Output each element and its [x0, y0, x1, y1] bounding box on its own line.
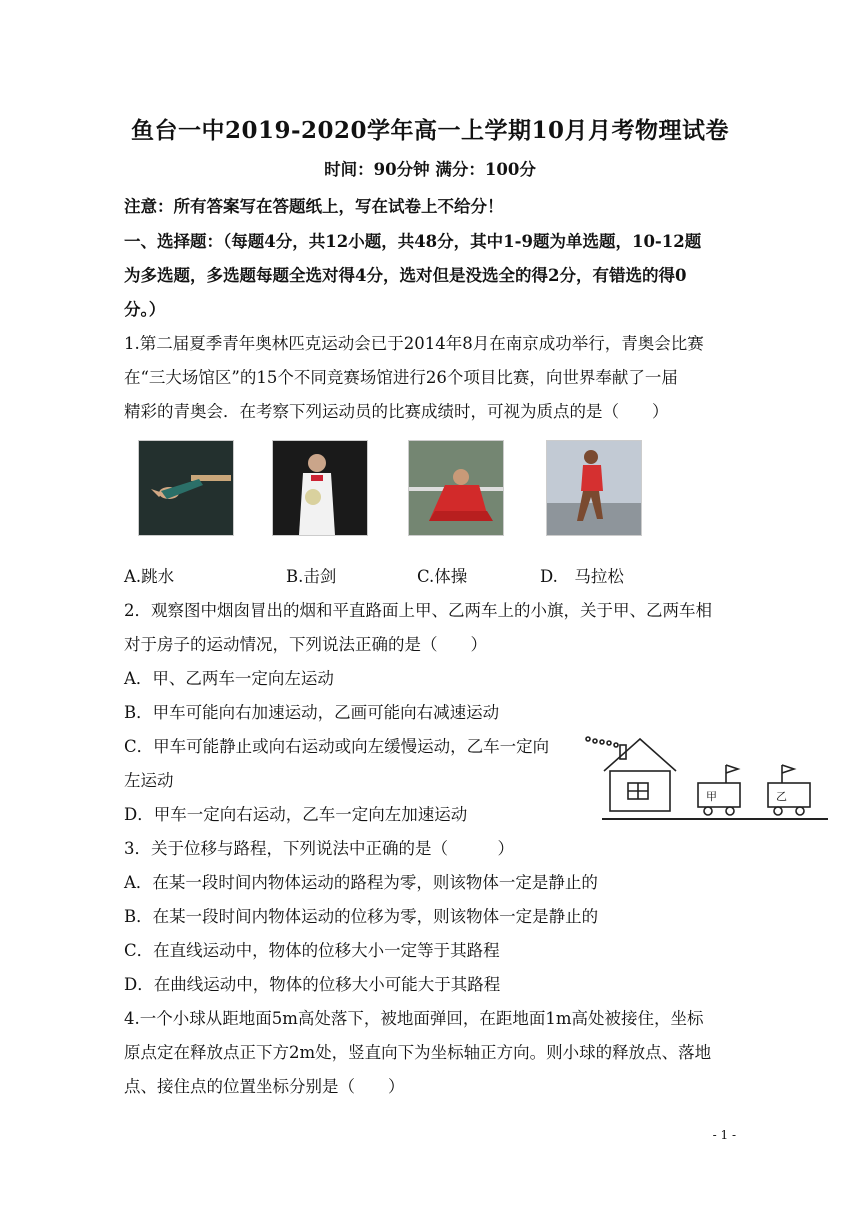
section1-line-1: 一、选择题：（每题4分，共12小题，共48分，其中1-9题为单选题，10-12题: [124, 232, 702, 251]
exam-subtitle: 时间：90分钟 满分：100分: [324, 160, 536, 179]
q2-option-c-cont: 左运动: [124, 771, 174, 790]
q1-option-d: D. 马拉松: [540, 567, 624, 586]
q3-option-c: C．在直线运动中，物体的位移大小一定等于其路程: [124, 941, 500, 960]
gymnastics-photo: [408, 440, 504, 536]
page-number: - 1 -: [712, 1128, 736, 1142]
fencing-photo: [272, 440, 368, 536]
notice: 注意：所有答案写在答题纸上，写在试卷上不给分！: [124, 197, 504, 216]
q2-option-b: B．甲车可能向右加速运动，乙画可能向右减速运动: [124, 703, 500, 722]
house-cars-figure: [582, 725, 832, 825]
q4-line-2: 原点定在释放点正下方2m处，竖直向下为坐标轴正方向。则小球的释放点、落地: [124, 1043, 712, 1062]
q3-line-1: 3．关于位移与路程，下列说法中正确的是（ ）: [124, 839, 514, 858]
q3-option-b: B．在某一段时间内物体运动的位移为零，则该物体一定是静止的: [124, 907, 599, 926]
q1-option-c: C.体操: [417, 567, 468, 586]
section1-line-3: 分。）: [124, 300, 166, 319]
car2-label: 乙: [776, 790, 787, 803]
q2-option-a: A．甲、乙两车一定向左运动: [124, 669, 334, 688]
q2-line-1: 2．观察图中烟囱冒出的烟和平直路面上甲、乙两车上的小旗，关于甲、乙两车相: [124, 601, 712, 620]
q1-line-1: 1.第二届夏季青年奥林匹克运动会已于2014年8月在南京成功举行，青奥会比赛: [124, 334, 704, 353]
q2-line-2: 对于房子的运动情况，下列说法正确的是（ ）: [124, 635, 487, 654]
q1-option-b: B.击剑: [286, 567, 337, 586]
q4-line-1: 4.一个小球从距地面5m高处落下，被地面弹回，在距地面1m高处被接住，坐标: [124, 1009, 704, 1028]
marathon-photo: [546, 440, 642, 536]
q2-option-d: D．甲车一定向右运动，乙车一定向左加速运动: [124, 805, 468, 824]
section1-line-2: 为多选题，多选题每题全选对得4分，选对但是没选全的得2分，有错选的得0: [124, 266, 687, 285]
q3-option-a: A．在某一段时间内物体运动的路程为零，则该物体一定是静止的: [124, 873, 598, 892]
car1-label: 甲: [706, 790, 717, 803]
q3-option-d: D．在曲线运动中，物体的位移大小可能大于其路程: [124, 975, 501, 994]
exam-title: 鱼台一中2019-2020学年高一上学期10月月考物理试卷: [130, 117, 730, 144]
q4-line-3: 点、接住点的位置坐标分别是（ ）: [124, 1077, 405, 1096]
q2-option-c: C．甲车可能静止或向右运动或向左缓慢运动，乙车一定向: [124, 737, 550, 756]
q1-line-2: 在“三大场馆区”的15个不同竞赛场馆进行26个项目比赛，向世界奉献了一届: [124, 368, 678, 387]
q1-line-3: 精彩的青奥会．在考察下列运动员的比赛成绩时，可视为质点的是（ ）: [124, 402, 669, 421]
diving-photo: [138, 440, 234, 536]
q1-option-a: A.跳水: [124, 567, 175, 586]
